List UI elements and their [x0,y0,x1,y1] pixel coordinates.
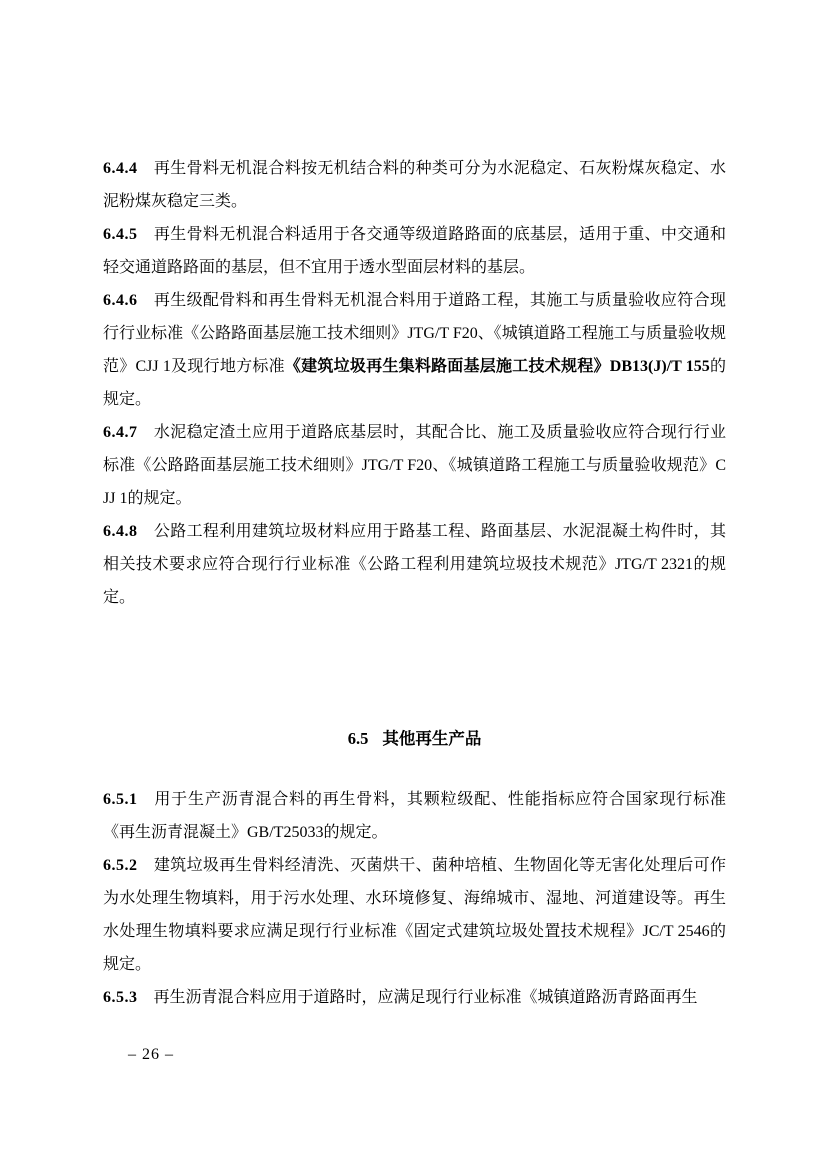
section-heading-text: 其他再生产品 [382,729,482,748]
clause-text-run: 《建筑垃圾再生集料路面基层施工技术规程》DB13(J)/T 155 [284,358,710,375]
section-heading-number: 6.5 [347,729,369,748]
clause-6.4.4 [103,152,726,218]
clause-text-run: 水泥稳定渣土应用于道路底基层时，其配合比、施工及质量验收应符合现行行业标准《公路路面基层施工技术细则》JTG/T F20、《城镇道路工程施工与质量验收规范》CJJ 1的规定。 [103,424,726,507]
clause-6.4.8 [103,515,726,614]
clause-text-run: 再生骨料无机混合料按无机结合料的种类可分为水泥稳定、石灰粉煤灰稳定、水泥粉煤灰稳定三类。 [103,160,726,210]
clause-number: 6.4.5 [103,226,138,243]
clause-text-run: 建筑垃圾再生骨料经清洗、灭菌烘干、菌种培植、生物固化等无害化处理后可作为水处理生物填料，用于污水处理、水环境修复、海绵城市、湿地、河道建设等。再生水处理生物填料要求应满足现行行业标准《固定式建筑垃圾处置技术规程》JC/T 2546的规定。 [103,857,726,973]
clause-number: 6.5.3 [103,989,138,1006]
clause-text-run: 公路工程利用建筑垃圾材料应用于路基工程、路面基层、水泥混凝土构件时，其相关技术要求应符合现行行业标准《公路工程利用建筑垃圾技术规范》JTG/T 2321的规定。 [103,523,726,606]
clause-6.4.7 [103,416,726,515]
document-content [103,152,726,1014]
clause-number: 6.4.7 [103,424,138,441]
clause-6.4.6 [103,284,726,416]
clause-text-run: 再生骨料无机混合料适用于各交通等级道路路面的底基层，适用于重、中交通和轻交通道路路面的基层，但不宜用于透水型面层材料的基层。 [103,226,726,276]
section-heading [103,722,726,755]
clause-text-run: 用于生产沥青混合料的再生骨料，其颗粒级配、性能指标应符合国家现行标准《再生沥青混凝土》GB/T25033的规定。 [103,791,726,841]
clause-6.5.1 [103,783,726,849]
clause-number: 6.5.1 [103,791,138,808]
clause-text-run: 再生沥青混合料应用于道路时，应满足现行行业标准《城镇道路沥青路面再生 [153,989,698,1006]
clause-number: 6.4.8 [103,523,138,540]
clause-6.5.3 [103,981,726,1014]
clause-number: 6.4.4 [103,160,138,177]
clause-text-run: 的规定。 [103,358,726,408]
clause-text-run: 再生级配骨料和再生骨料无机混合料用于道路工程，其施工与质量验收应符合现行行业标准《公路路面基层施工技术细则》JTG/T F20、《城镇道路工程施工与质量验收规范》CJJ 1及现行地方标准 [103,292,726,375]
clause-number: 6.5.2 [103,857,138,874]
clause-6.5.2 [103,849,726,981]
clause-number: 6.4.6 [103,292,138,309]
clause-6.4.5 [103,218,726,284]
page-number: – 26 – [128,1046,174,1063]
